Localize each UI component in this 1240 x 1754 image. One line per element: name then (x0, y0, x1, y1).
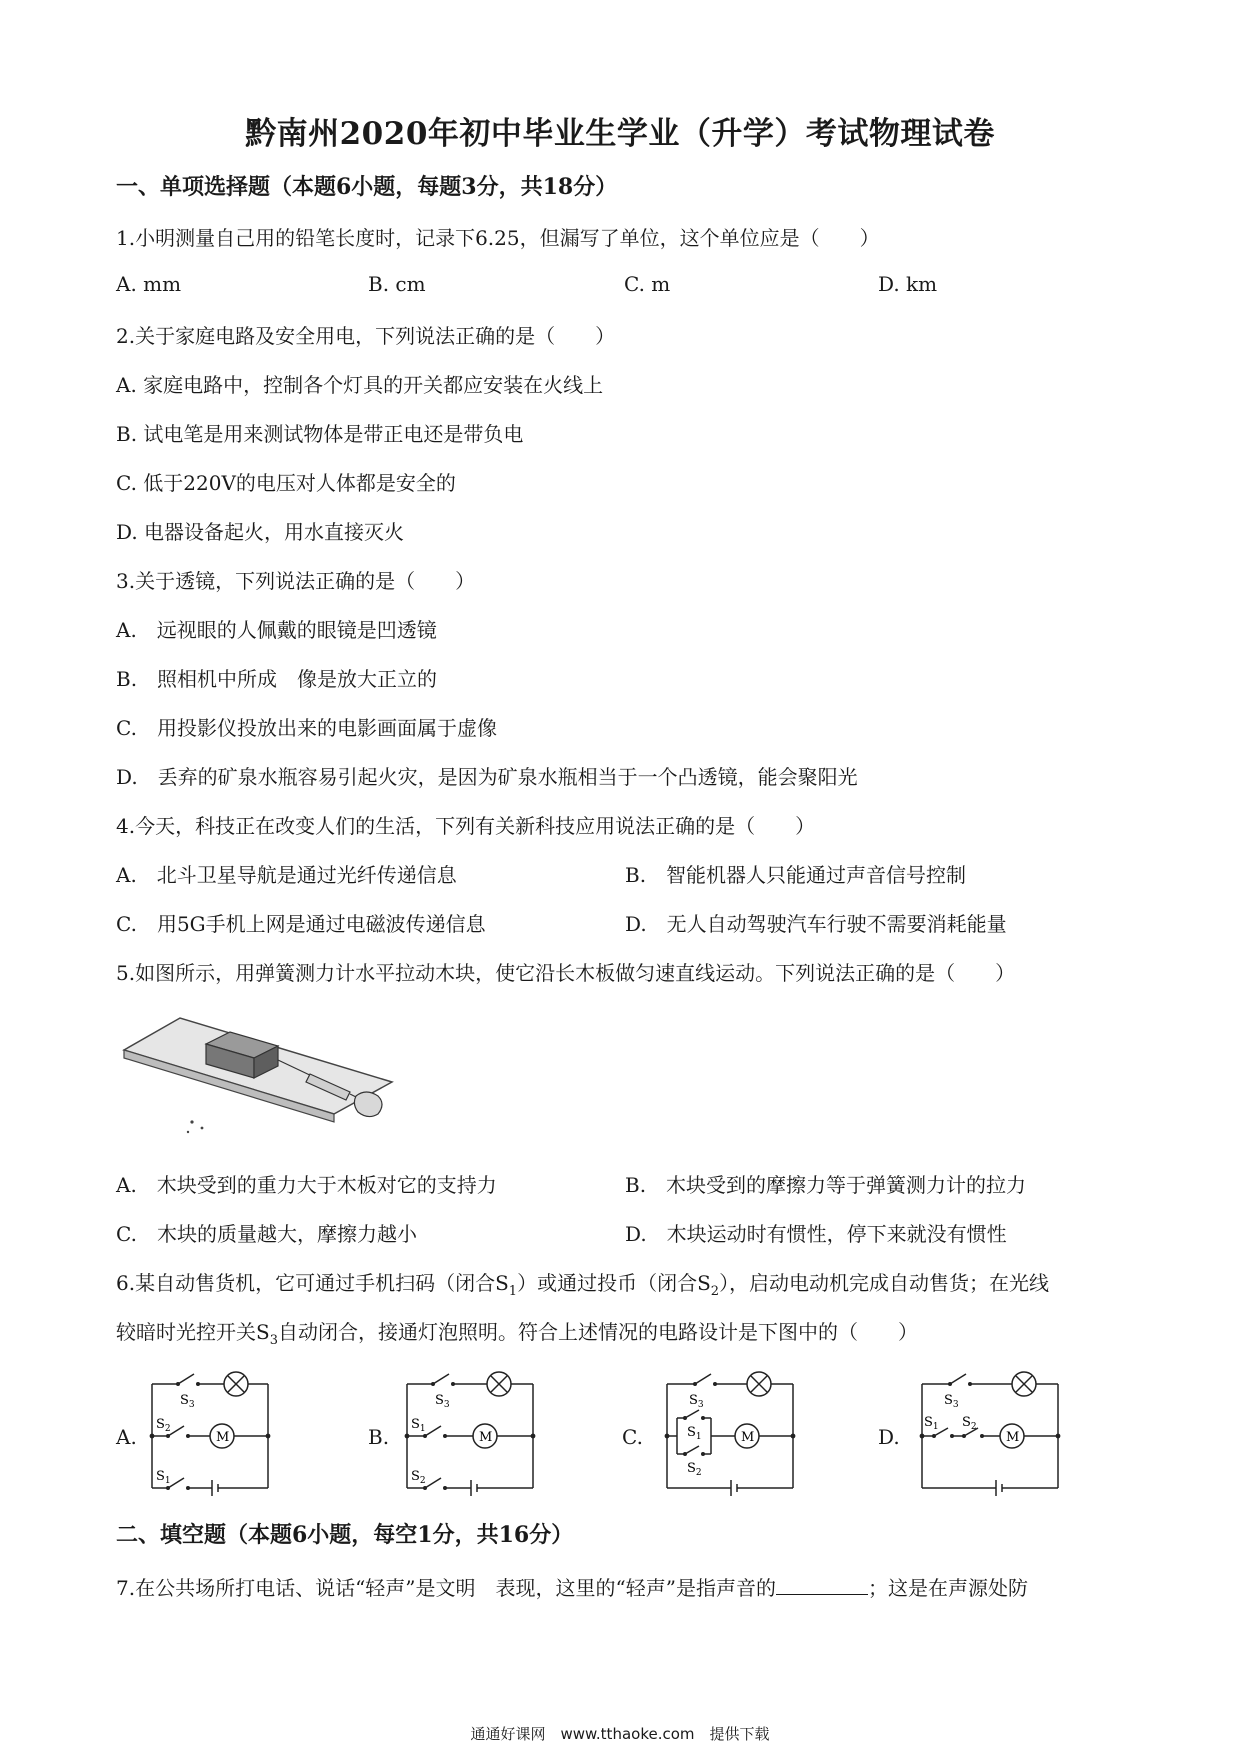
circuit-diagram-a (140, 1362, 280, 1502)
question-2-option-d: D. 电器设备起火，用水直接灭火 (116, 520, 405, 544)
question-3-option-c: C. 用投影仪投放出来的电影画面属于虚像 (116, 716, 497, 740)
circuit-a-label: A. (116, 1425, 137, 1449)
question-4-option-b: B. 智能机器人只能通过声音信号控制 (625, 863, 967, 887)
svg-text:M: M (216, 1430, 230, 1445)
question-4-option-d: D. 无人自动驾驶汽车行驶不需要消耗能量 (625, 912, 1007, 936)
question-3-stem: 3.关于透镜，下列说法正确的是（ ） (116, 569, 476, 593)
page-title: 黔南州2020年初中毕业生学业（升学）考试物理试卷 (245, 116, 995, 152)
question-1-stem: 1.小明测量自己用的铅笔长度时，记录下6.25，但漏写了单位，这个单位应是（ ） (116, 226, 880, 250)
circuit-c-label: C. (622, 1425, 643, 1449)
question-2-option-c: C. 低于220V的电压对人体都是安全的 (116, 471, 456, 495)
svg-text:S3: $S_3$ (180, 1393, 195, 1410)
svg-text:S2: $S_2$ (156, 1417, 171, 1434)
svg-text:S3: $S_3$ (435, 1393, 450, 1410)
question-1-option-c: C. m (624, 272, 671, 296)
question-7-stem: 7.在公共场所打电话、说话“轻声”是文明 表现，这里的“轻声”是指声音的 ；这是在声源处防 (116, 1576, 1028, 1600)
circuit-diagram-b (395, 1362, 545, 1502)
svg-text:M: M (479, 1430, 493, 1445)
question-2-stem: 2.关于家庭电路及安全用电，下列说法正确的是（ ） (116, 324, 616, 348)
circuit-b-label: B. (368, 1425, 390, 1449)
svg-text:M: M (1006, 1430, 1020, 1445)
page-footer: 通通好课网 www.tthaoke.com 提供下载 (470, 1725, 770, 1743)
svg-text:S2: $S_2$ (962, 1415, 977, 1432)
svg-text:S1: $S_1$ (156, 1469, 171, 1486)
question-4-option-c: C. 用5G手机上网是通过电磁波传递信息 (116, 912, 486, 936)
question-5-option-b: B. 木块受到的摩擦力等于弹簧测力计的拉力 (625, 1173, 1027, 1197)
svg-text:S3: $S_3$ (944, 1393, 959, 1410)
question-1-option-b: B. cm (368, 272, 426, 296)
question-4-stem: 4.今天，科技正在改变人们的生活，下列有关新科技应用说法正确的是（ ） (116, 814, 816, 838)
svg-text:S1: $S_1$ (687, 1425, 702, 1442)
svg-text:M: M (741, 1430, 755, 1445)
svg-text:S3: $S_3$ (689, 1393, 704, 1410)
spring-scale-wooden-block-figure (120, 1000, 400, 1140)
question-4-option-a: A. 北斗卫星导航是通过光纤传递信息 (116, 863, 457, 887)
question-3-option-a: A. 远视眼的人佩戴的眼镜是凹透镜 (116, 618, 437, 642)
svg-text:S1: $S_1$ (411, 1417, 426, 1434)
question-3-option-b: B. 照相机中所成 像是放大正立的 (116, 667, 438, 691)
question-5-option-d: D. 木块运动时有惯性，停下来就没有惯性 (625, 1222, 1007, 1246)
section-heading-multiple-choice: 一、单项选择题（本题6小题，每题3分，共18分） (116, 174, 618, 200)
circuit-diagram-d (910, 1362, 1070, 1502)
question-5-option-c: C. 木块的质量越大，摩擦力越小 (116, 1222, 417, 1246)
question-2-option-b: B. 试电笔是用来测试物体是带正电还是带负电 (116, 422, 524, 446)
question-2-option-a: A. 家庭电路中，控制各个灯具的开关都应安装在火线上 (116, 373, 604, 397)
section-heading-fill-in-blank: 二、填空题（本题6小题，每空1分，共16分） (116, 1522, 574, 1548)
question-1-option-d: D. km (878, 272, 938, 296)
svg-text:S2: $S_2$ (411, 1469, 426, 1486)
question-5-stem: 5.如图所示，用弹簧测力计水平拉动木块，使它沿长木板做匀速直线运动。下列说法正确的是（ ） (116, 961, 1016, 985)
circuit-d-label: D. (878, 1425, 900, 1449)
circuit-diagram-c (655, 1362, 805, 1502)
answer-blank[interactable] (776, 1576, 868, 1595)
question-3-option-d: D. 丢弃的矿泉水瓶容易引起火灾，是因为矿泉水瓶相当于一个凸透镜，能会聚阳光 (116, 765, 858, 789)
svg-text:S2: $S_2$ (687, 1461, 702, 1478)
question-6-stem-line-2: 较暗时光控开关$S_3$自动闭合，接通灯泡照明。符合上述情况的电路设计是下图中的（ ） (116, 1320, 918, 1348)
question-6-stem-line-1: 6.某自动售货机，它可通过手机扫码（闭合$S_1$）或通过投币（闭合$S_2$），启动电动机完成自动售货；在光线 (116, 1271, 1050, 1299)
question-5-option-a: A. 木块受到的重力大于木板对它的支持力 (116, 1173, 497, 1197)
question-1-option-a: A. mm (116, 272, 182, 296)
svg-text:S1: $S_1$ (924, 1415, 939, 1432)
